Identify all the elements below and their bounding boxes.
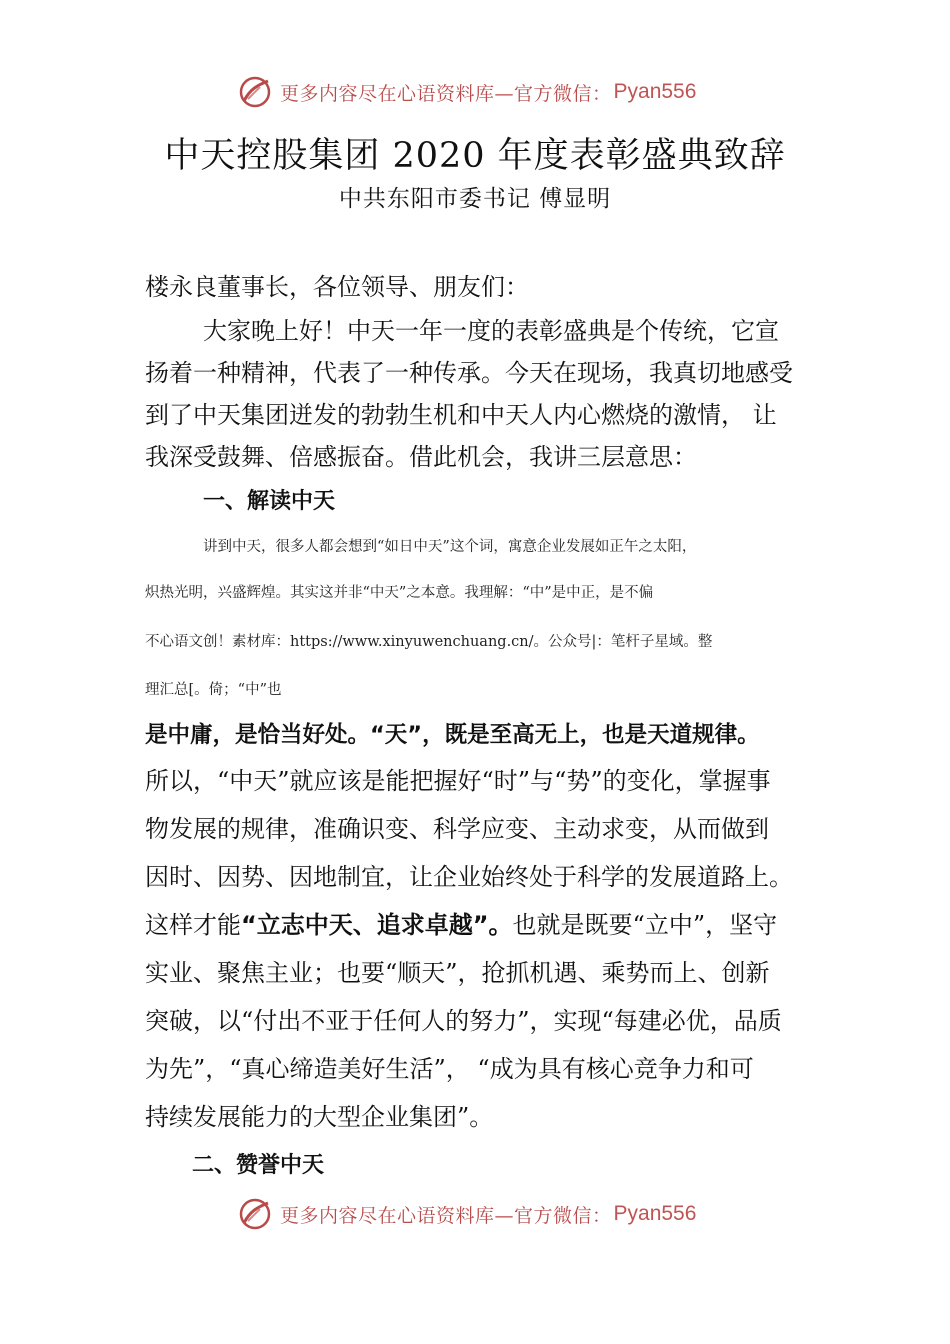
document-title: 中天控股集团 2020 年度表彰盛典致辞 [164, 136, 786, 176]
header-banner [238, 72, 696, 112]
small-line-3: 不心语文创！素材库：https://www.xinyuwenchuang.cn/。公众号|：笔杆子星域。整 [145, 634, 713, 650]
section-heading-1: 一、解读中天 [203, 489, 336, 514]
body-line-2: 物发展的规律，准确识变、科学应变、主动求变，从而做到 [145, 815, 769, 843]
body2-line-1: 实业、聚焦主业；也要“顺天”，抢抓机遇、乘势而上、创新 [145, 959, 770, 987]
body2-line-2: 突破，以“付出不亚于任何人的努力”，实现“每建必优，品质 [145, 1007, 782, 1035]
mixed-line-suffix: 也就是既要“立中”，坚守 [512, 911, 778, 939]
brand-logo-icon [238, 1197, 272, 1231]
banner-wechat-id: Pyan556 [613, 80, 697, 103]
body-line-1: 所以，“中天”就应该是能把握好“时”与“势”的变化，掌握事 [145, 767, 771, 795]
body-line-3: 因时、因势、因地制宜，让企业始终处于科学的发展道路上。 [145, 863, 793, 891]
mixed-line-prefix: 这样才能 [145, 911, 241, 939]
intro-line-2: 扬着一种精神，代表了一种传承。今天在现场，我真切地感受 [145, 359, 793, 387]
small-line-1: 讲到中天，很多人都会想到“如日中天”这个词，寓意企业发展如正午之太阳， [203, 539, 697, 555]
banner-text: 更多内容尽在心语资料库—官方微信： [280, 1204, 612, 1227]
banner-text: 更多内容尽在心语资料库—官方微信： [280, 82, 612, 105]
banner-wechat-id: Pyan556 [613, 1202, 697, 1225]
intro-line-3: 到了中天集团迸发的勃勃生机和中天人内心燃烧的激情， 让 [145, 401, 777, 429]
brand-logo-icon [238, 75, 272, 109]
mixed-line-bold: “立志中天、追求卓越”。 [241, 911, 513, 939]
section-heading-2: 二、赞誉中天 [192, 1153, 325, 1178]
intro-line-1: 大家晚上好！中天一年一度的表彰盛典是个传统，它宣 [203, 317, 779, 345]
mixed-line [145, 904, 777, 946]
footer-banner [238, 1194, 696, 1234]
body2-line-3: 为先”，“真心缔造美好生活”， “成为具有核心竞争力和可 [145, 1055, 754, 1083]
document-subtitle: 中共东阳市委书记 傅显明 [338, 186, 612, 212]
salutation: 楼永良董事长，各位领导、朋友们： [145, 273, 529, 301]
small-line-2: 炽热光明，兴盛辉煌。其实这并非“中天”之本意。我理解：“中”是中正，是不偏 [145, 585, 654, 601]
small-line-4: 理汇总[。倚；“中”也 [145, 682, 282, 698]
body2-line-4: 持续发展能力的大型企业集团”。 [145, 1103, 494, 1131]
intro-line-4: 我深受鼓舞、倍感振奋。借此机会，我讲三层意思： [145, 443, 697, 471]
bold-statement: 是中庸，是恰当好处。“天”，既是至高无上，也是天道规律。 [145, 722, 760, 748]
